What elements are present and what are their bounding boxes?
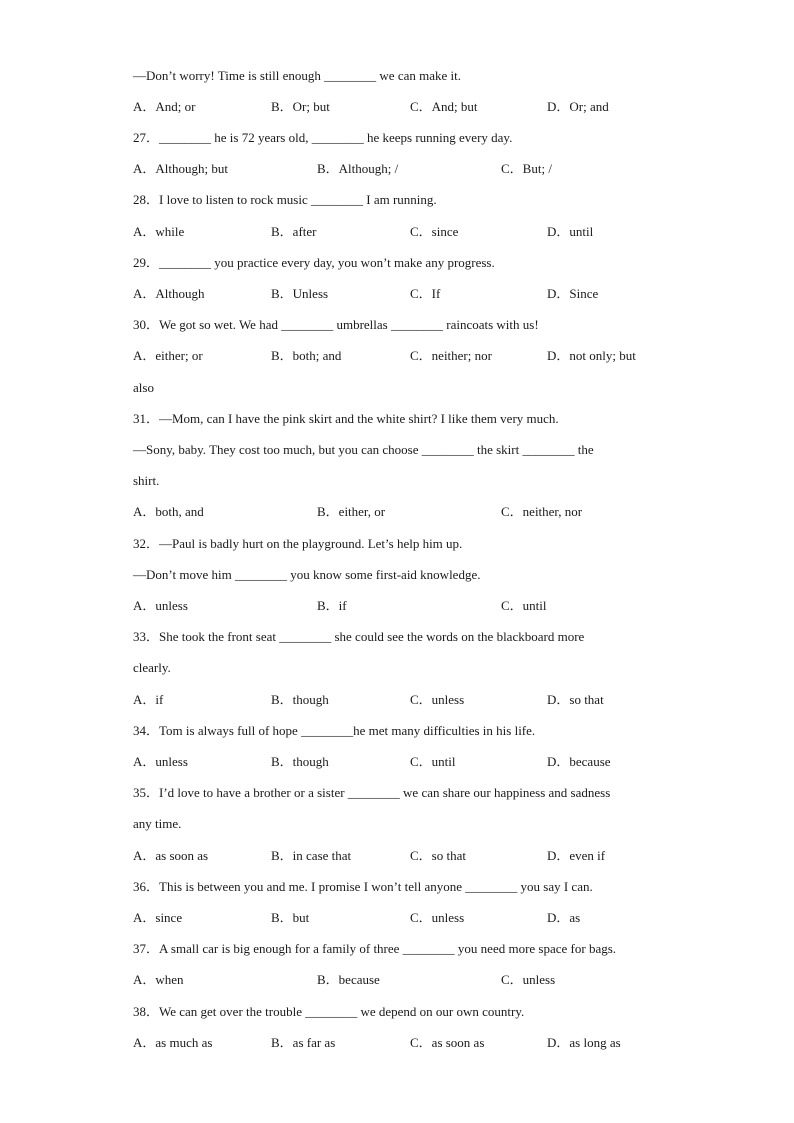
option-c: C．until <box>501 598 547 613</box>
option-c: C．neither, nor <box>501 504 583 519</box>
question-line: —Don’t worry! Time is still enough ________ we can make it. <box>133 68 461 83</box>
question-line: shirt. <box>133 473 160 488</box>
option-d: D．as <box>547 910 581 925</box>
option-c: C．unless <box>410 692 465 707</box>
question-27: 27．________ he is 72 years old, ________ he keeps running every day. <box>133 130 513 145</box>
option-c: C．And; but <box>410 99 478 114</box>
option-b: B．as far as <box>271 1035 336 1050</box>
option-a: A．if <box>133 692 164 707</box>
question-34: 34．Tom is always full of hope ________he met many difficulties in his life. <box>133 723 536 738</box>
option-a: A．as much as <box>133 1035 213 1050</box>
option-b: B．after <box>271 224 317 239</box>
option-c: C．so that <box>410 848 466 863</box>
option-d: D．until <box>547 224 594 239</box>
option-b: B．Or; but <box>271 99 330 114</box>
question-line: any time. <box>133 816 182 831</box>
option-c: C．until <box>410 754 456 769</box>
option-b: B．because <box>317 972 380 987</box>
question-29: 29．________ you practice every day, you won’t make any progress. <box>133 255 495 270</box>
question-36: 36．This is between you and me. I promise I won’t tell anyone ________ you say I can. <box>133 879 593 894</box>
question-38: 38．We can get over the trouble ________ we depend on our own country. <box>133 1004 525 1019</box>
question-31: 31．—Mom, can I have the pink skirt and the white shirt? I like them very much. <box>133 411 559 426</box>
option-d: D．even if <box>547 848 606 863</box>
question-28: 28．I love to listen to rock music ________ I am running. <box>133 192 437 207</box>
option-c: C．since <box>410 224 459 239</box>
question-37: 37．A small car is big enough for a family of three ________ you need more space for bags. <box>133 941 617 956</box>
question-line: clearly. <box>133 660 171 675</box>
option-a: A．while <box>133 224 185 239</box>
option-a: A．since <box>133 910 183 925</box>
option-d: D．Or; and <box>547 99 609 114</box>
option-a: A．when <box>133 972 184 987</box>
option-b: B．if <box>317 598 347 613</box>
question-line: —Don’t move him ________ you know some first-aid knowledge. <box>133 567 481 582</box>
question-33: 33．She took the front seat ________ she could see the words on the blackboard more <box>133 629 585 644</box>
option-c: C．neither; nor <box>410 348 492 363</box>
option-c: C．But; / <box>501 161 552 176</box>
option-c: C．If <box>410 286 441 301</box>
option-d: D．so that <box>547 692 604 707</box>
option-a: A．unless <box>133 754 188 769</box>
option-b: B．in case that <box>271 848 352 863</box>
option-d: D．Since <box>547 286 599 301</box>
option-b: B．though <box>271 754 329 769</box>
option-b: B．Although; / <box>317 161 399 176</box>
option-b: B．Unless <box>271 286 329 301</box>
option-b: B．but <box>271 910 310 925</box>
question-line: —Sony, baby. They cost too much, but you can choose ________ the skirt ________ the <box>133 442 594 457</box>
option-c: C．unless <box>501 972 556 987</box>
option-a: A．as soon as <box>133 848 209 863</box>
option-d-continuation: also <box>133 380 154 395</box>
question-35: 35．I’d love to have a brother or a sister ________ we can share our happiness and sadness <box>133 785 611 800</box>
option-a: A．both, and <box>133 504 204 519</box>
option-b: B．both; and <box>271 348 342 363</box>
option-a: A．Although <box>133 286 205 301</box>
question-32: 32．—Paul is badly hurt on the playground. Let’s help him up. <box>133 536 463 551</box>
option-d: D．not only; but <box>547 348 636 363</box>
option-c: C．unless <box>410 910 465 925</box>
option-b: B．either, or <box>317 504 386 519</box>
option-d: D．because <box>547 754 611 769</box>
option-b: B．though <box>271 692 329 707</box>
option-c: C．as soon as <box>410 1035 485 1050</box>
question-30: 30．We got so wet. We had ________ umbrellas ________ raincoats with us! <box>133 317 539 332</box>
option-a: A．And; or <box>133 99 196 114</box>
option-a: A．unless <box>133 598 188 613</box>
option-d: D．as long as <box>547 1035 621 1050</box>
option-a: A．either; or <box>133 348 203 363</box>
option-a: A．Although; but <box>133 161 228 176</box>
